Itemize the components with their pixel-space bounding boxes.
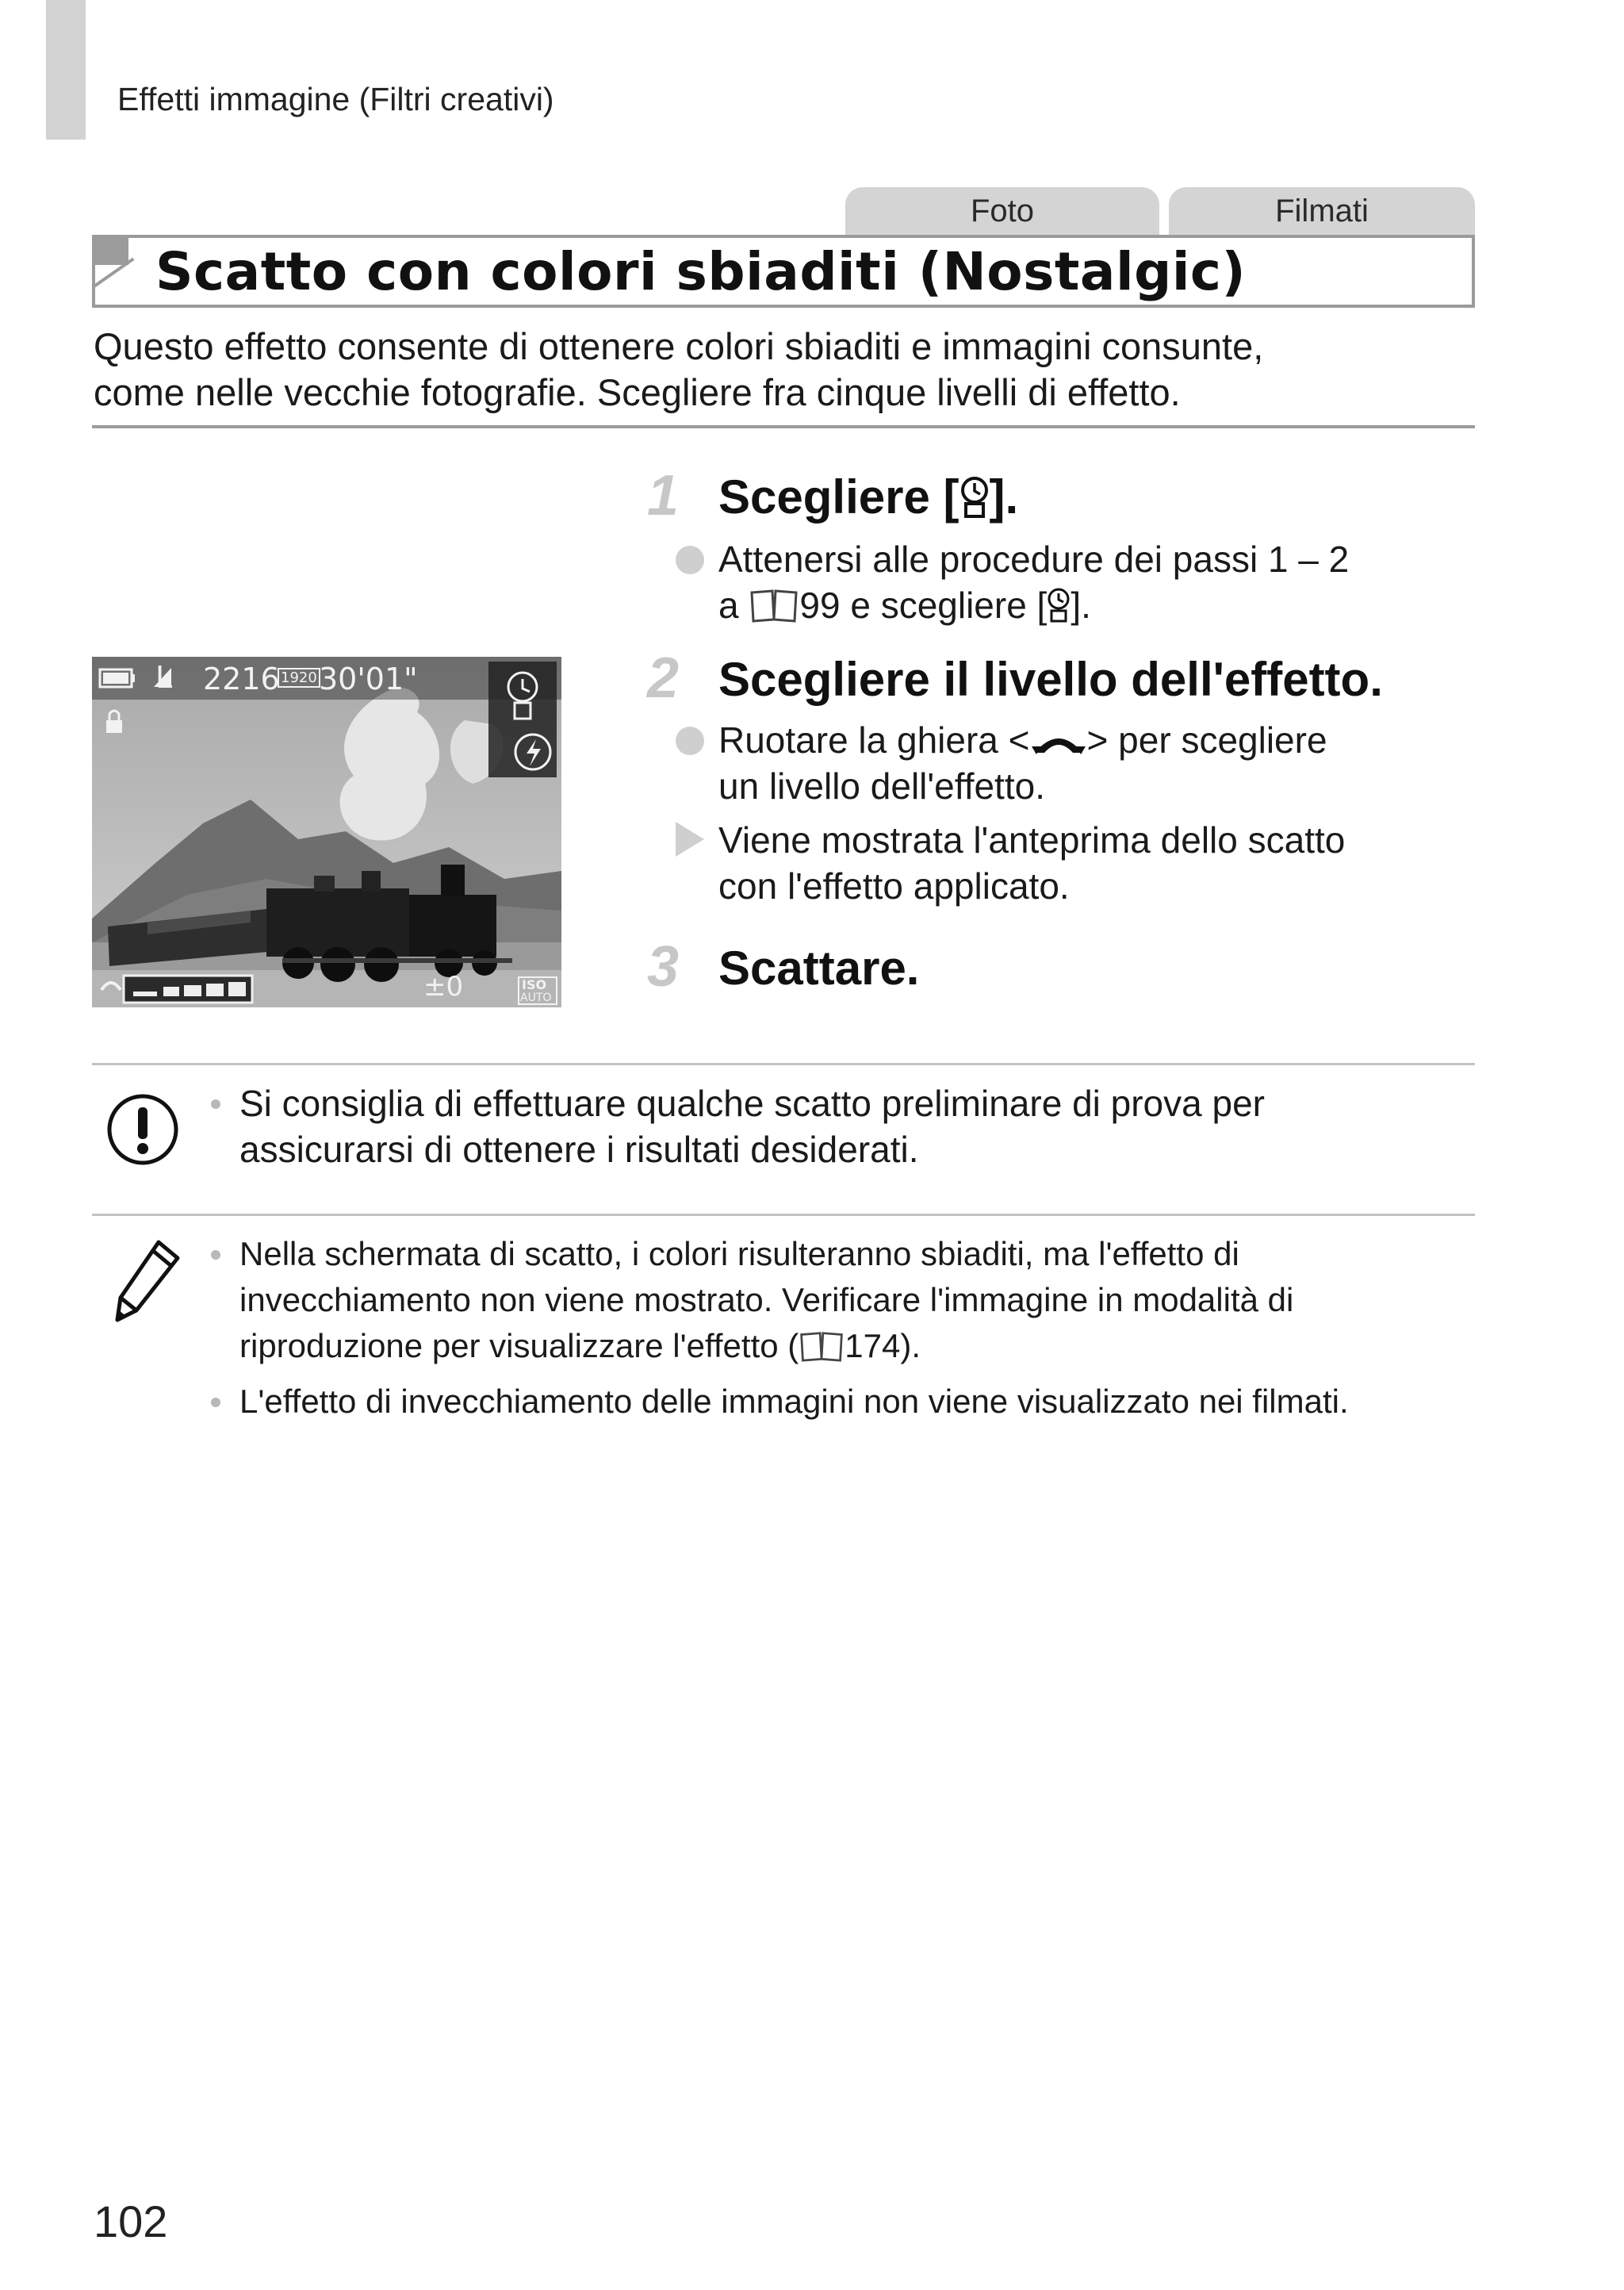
step-2-result — [718, 817, 1464, 909]
step-2-result-line-2: con l'effetto applicato. — [718, 865, 1070, 907]
hud-movie-size: 1920 — [278, 668, 320, 688]
caution-text — [239, 1080, 1477, 1172]
step-2-instruction — [718, 717, 1464, 809]
page-title: Scatto con colori sbiaditi (Nostalgic) — [155, 241, 1247, 302]
nostalgic-mode-icon — [959, 477, 990, 518]
note-1-line-1: Nella schermata di scatto, i colori risulteranno sbiaditi, ma l'effetto di — [239, 1235, 1239, 1272]
hud-quality: L — [155, 660, 173, 695]
hud-iso-auto: AUTO — [520, 992, 552, 1004]
step-2-instruction-line-1: Ruotare la ghiera < > per scegliere — [718, 719, 1327, 761]
hud-exposure: ±0 — [423, 971, 464, 1003]
nostalgic-mode-icon — [1047, 588, 1071, 623]
step-1-instruction — [718, 536, 1464, 628]
running-head: Effetti immagine (Filtri creativi) — [117, 81, 554, 117]
step-1-instruction-line-2: a 99 e scegliere [ ]. — [718, 585, 1091, 626]
bullet-dot — [676, 727, 704, 755]
step-3-title: Scattare. — [718, 942, 920, 995]
caution-line-1: Si consiglia di effettuare qualche scatto preliminare di prova per — [239, 1083, 1265, 1124]
note-bullet — [211, 1398, 220, 1407]
note-1-line-2: invecchiamento non viene mostrato. Verificare l'immagine in modalità di — [239, 1281, 1294, 1318]
train-photo — [92, 657, 561, 1007]
side-tab-bar — [46, 0, 86, 140]
note-2: L'effetto di invecchiamento delle immagini non viene visualizzato nei filmati. — [239, 1383, 1349, 1420]
intro-text — [94, 324, 1489, 416]
step-1-instruction-line-1: Attenersi alle procedure dei passi 1 – 2 — [718, 539, 1350, 580]
step-number-3: 3 — [647, 935, 680, 999]
step-1-title — [718, 470, 1018, 524]
caution-line-2: assicurarsi di ottenere i risultati desiderati. — [239, 1129, 919, 1170]
step-2-title: Scegliere il livello dell'effetto. — [718, 653, 1383, 706]
intro-line-1: Questo effetto consente di ottenere colori sbiaditi e immagini consunte, — [94, 325, 1264, 367]
control-dial-icon — [1030, 726, 1087, 758]
note-bullet — [211, 1099, 220, 1109]
step-1-title-pre: Scegliere [ — [718, 470, 959, 524]
caution-divider — [92, 1063, 1475, 1065]
step-1-title-post: ]. — [989, 470, 1019, 524]
camera-screen-illustration — [92, 657, 561, 1007]
step-2-result-line-1: Viene mostrata l'anteprima dello scatto — [718, 819, 1346, 861]
hud-iso-label: ISO — [522, 977, 547, 992]
book-icon — [749, 588, 799, 623]
bullet-dot — [676, 546, 704, 574]
note-bullet — [211, 1250, 220, 1260]
page-number: 102 — [94, 2196, 168, 2246]
note-1-line-3: riproduzione per visualizzare l'effetto ( 174). — [239, 1327, 921, 1364]
step-number-2: 2 — [647, 646, 680, 710]
tab-foto: Foto — [845, 187, 1159, 235]
step-number-1: 1 — [647, 464, 680, 527]
tab-filmati: Filmati — [1169, 187, 1475, 235]
step-2-instruction-line-2: un livello dell'effetto. — [718, 765, 1045, 807]
intro-line-2: come nelle vecchie fotografie. Scegliere fra cinque livelli di effetto. — [94, 371, 1181, 413]
pencil-note-icon — [111, 1237, 182, 1325]
hud-shots-remaining: 2216 — [203, 662, 280, 696]
title-marker — [94, 236, 128, 265]
notes-divider — [92, 1214, 1475, 1216]
note-1 — [239, 1231, 1477, 1369]
result-arrow-icon — [676, 822, 704, 857]
intro-divider — [92, 425, 1475, 428]
hud-recording-time: 30'01" — [319, 662, 418, 696]
book-icon — [799, 1330, 845, 1362]
caution-icon — [105, 1091, 181, 1168]
